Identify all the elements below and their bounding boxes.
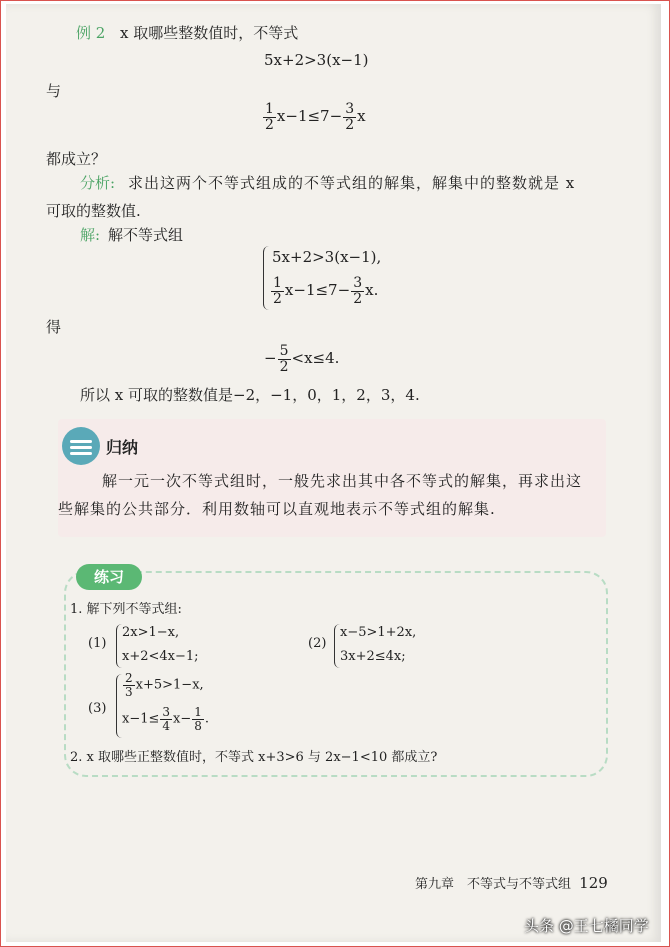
- part-3-line-1: $\frac{2}{3}$ x+5>1−x,: [125, 671, 204, 699]
- solution-result: − $\frac{5}{2}$ <x≤4.: [264, 343, 340, 375]
- part-1-label: (1): [88, 636, 107, 651]
- system-line-1: 5x+2>3(x−1),: [272, 248, 382, 266]
- analysis-label: 分析:: [80, 174, 116, 192]
- chapter-title: 第九章 不等式与不等式组: [415, 877, 572, 892]
- book-icon: [62, 427, 100, 465]
- system-brace: [263, 246, 270, 310]
- fraction-three-halves: $\frac{3}{2}$: [345, 101, 355, 133]
- part-2-line-2: 3x+2≤4x;: [340, 649, 406, 664]
- watermark: 头条 @王七橘同学: [524, 917, 649, 935]
- fraction-three-quarters: $\frac{3}{4}$: [162, 705, 171, 733]
- inequality-2: $\frac{1}{2}$ x−1≤7− $\frac{3}{2}$ x: [265, 101, 366, 133]
- fraction-three-halves: $\frac{3}{2}$: [353, 275, 363, 307]
- part-2-label: (2): [308, 636, 327, 651]
- example-question: x 取哪些整数值时，不等式: [120, 24, 299, 42]
- fraction-two-thirds: $\frac{2}{3}$: [125, 671, 133, 699]
- part-1-line-1: 2x>1−x,: [122, 625, 180, 640]
- analysis-line-1: 求出这两个不等式组成的不等式组的解集，解集中的整数就是 x: [128, 174, 576, 192]
- exercise-q1: 1. 解下列不等式组:: [70, 602, 182, 617]
- exercise-tag: 练习: [76, 564, 142, 590]
- fraction-five-halves: $\frac{5}{2}$: [279, 343, 289, 375]
- textbook-page: [6, 4, 661, 942]
- part-2-line-1: x−5>1+2x,: [340, 625, 417, 640]
- inequality-1: 5x+2>3(x−1): [264, 51, 369, 69]
- fraction-one-eighth: $\frac{1}{8}$: [194, 705, 202, 733]
- example-label: 例 2: [76, 24, 106, 42]
- solution-text: 解不等式组: [108, 226, 184, 244]
- system-line-2: $\frac{1}{2}$ x−1≤7− $\frac{3}{2}$ x.: [273, 275, 379, 307]
- solution-label: 解:: [80, 226, 101, 244]
- page-footer: [415, 873, 608, 892]
- exercise-q2: 2. x 取哪些正整数值时，不等式 x+3>6 与 2x−1<10 都成立?: [70, 750, 438, 765]
- fraction-one-half: $\frac{1}{2}$: [265, 101, 274, 133]
- page-number: 129: [579, 874, 608, 892]
- part-3-line-2: x−1≤ $\frac{3}{4}$ x− $\frac{1}{8}$ .: [122, 705, 210, 733]
- analysis-line-2: 可取的整数值.: [46, 202, 141, 220]
- part-3-label: (3): [88, 701, 107, 716]
- fraction-one-half: $\frac{1}{2}$: [273, 275, 282, 307]
- summary-title: 归纳: [106, 438, 139, 457]
- example-ending: 都成立？: [46, 150, 107, 168]
- summary-line-2: 些解集的公共部分．利用数轴可以直观地表示不等式组的解集.: [58, 500, 496, 518]
- connector-yu: 与: [46, 82, 62, 100]
- conclusion: 所以 x 可取的整数值是−2，−1，0，1，2，3，4.: [80, 386, 420, 404]
- part-1-line-2: x+2<4x−1;: [122, 649, 199, 664]
- summary-line-1: 解一元一次不等式组时，一般先求出其中各不等式的解集，再求出这: [102, 472, 583, 490]
- de-label: 得: [46, 318, 62, 336]
